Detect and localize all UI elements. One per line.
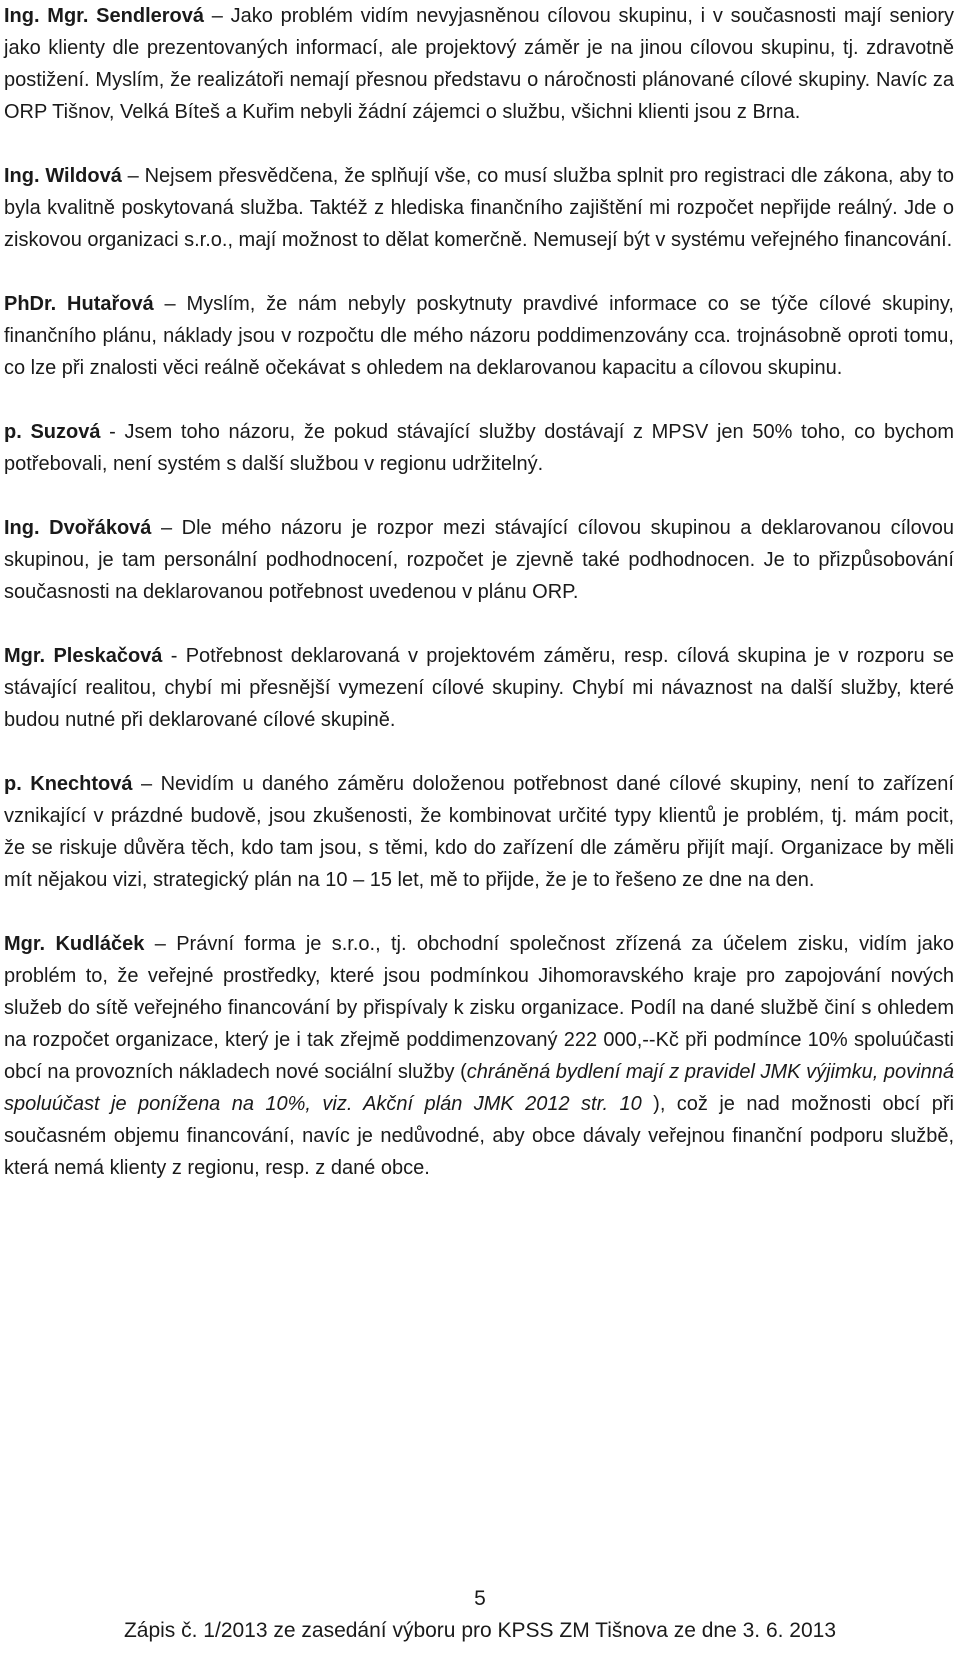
separator: – bbox=[144, 933, 177, 955]
statement-text: Dle mého názoru je rozpor mezi stávající cílovou skupinou a deklarovanou cílovou skupinou, je tam personální podhodnocení, rozpočet je zjevně také podhodnocen. Je to přizpůsobování současnosti na deklarovanou potřebnost uvedenou v plánu ORP. bbox=[4, 517, 954, 603]
speaker-title: Mgr. bbox=[4, 645, 46, 667]
statement-italic-citation: chráněná bydlení mají z pravidel JMK výjimku, povinná spoluúčast je ponížena na 10%, viz. Akční plán JMK 2012 str. 10 bbox=[4, 1061, 954, 1115]
statement-kudlacek bbox=[4, 928, 954, 1184]
separator: – bbox=[204, 5, 231, 27]
statement-pleskacova bbox=[4, 640, 954, 736]
separator: – bbox=[132, 773, 161, 795]
statement-suzova bbox=[4, 416, 954, 480]
speaker-name: Pleskačová bbox=[53, 645, 163, 667]
statement-text: Potřebnost deklarovaná v projektovém záměru, resp. cílová skupina je v rozporu se stávající realitou, chybí mi přesnější vymezení cílové skupiny. Chybí mi návaznost na další služby, které budou nutné při deklarované cílové skupině. bbox=[4, 645, 954, 731]
speaker-title: PhDr. bbox=[4, 293, 57, 315]
speaker-title: Ing. bbox=[4, 517, 40, 539]
statement-hutarova bbox=[4, 288, 954, 384]
statement-wildova bbox=[4, 160, 954, 256]
statement-text: Nevidím u daného záměru doloženou potřebnost dané cílové skupiny, není to zařízení vznikající v prázdné budově, jsou zkušenosti, že kombinovat určité typy klientů je problém, tj. mám pocit, že se riskuje důvěra těch, kdo tam jsou, s těmi, kdo do zařízení dle záměru přijít mají. Organizace by měli mít nějakou vizi, strategický plán na 10 – 15 let, mě to přijde, že je to řešeno ze dne na den. bbox=[4, 773, 954, 891]
statement-dvorakova bbox=[4, 512, 954, 608]
separator: - bbox=[162, 645, 186, 667]
speaker-name: Wildová bbox=[45, 165, 122, 187]
speaker-title: p. bbox=[4, 773, 22, 795]
speaker-name: Sendlerová bbox=[96, 5, 204, 27]
speaker-title: Ing. bbox=[4, 165, 40, 187]
minutes-body bbox=[4, 0, 954, 1216]
statement-text: Nejsem přesvědčena, že splňují vše, co musí služba splnit pro registraci dle zákona, aby to byla kvalitně poskytovaná služba. Taktéž z hlediska finančního zajištění mi rozpočet nepřijde reálný. Jde o ziskovou organizaci s.r.o., mají možnost to dělat komerčně. Nemusejí být v systému veřejného financování. bbox=[4, 165, 954, 251]
statement-text: Myslím, že nám nebyly poskytnuty pravdivé informace co se týče cílové skupiny, finančního plánu, náklady jsou v rozpočtu dle mého názoru poddimenzovány cca. trojnásobně oproti tomu, co lze při znalosti věci reálně očekávat s ohledem na deklarovanou kapacitu a cílovou skupinu. bbox=[4, 293, 954, 379]
page-footer: Zápis č. 1/2013 ze zasedání výboru pro KPSS ZM Tišnova ze dne 3. 6. 2013 bbox=[123, 1619, 837, 1642]
statement-text: Jsem toho názoru, že pokud stávající služby dostávají z MPSV jen 50% toho, co bychom potřebovali, není systém s další službou v regionu udržitelný. bbox=[4, 421, 954, 475]
separator: – bbox=[121, 165, 145, 187]
speaker-name: Hutařová bbox=[67, 293, 154, 315]
statement-sendlerova bbox=[4, 0, 954, 128]
speaker-name: Kudláček bbox=[55, 933, 145, 955]
statement-knechtova bbox=[4, 768, 954, 896]
speaker-title: Ing. Mgr. bbox=[4, 5, 89, 27]
speaker-name: Suzová bbox=[30, 421, 101, 443]
separator: – bbox=[153, 293, 187, 315]
speaker-name: Knechtová bbox=[30, 773, 133, 795]
statement-text: Jako problém vidím nevyjasněnou cílovou skupinu, i v současnosti mají seniory jako klienty dle prezentovaných informací, ale projektový záměr je na jinou cílovou skupinu, tj. zdravotně postižení. Myslím, že realizátoři nemají přesnou představu o náročnosti plánované cílové skupiny. Navíc za ORP Tišnov, Velká Bíteš a Kuřim nebyli žádní zájemci o službu, všichni klienti jsou z Brna. bbox=[4, 5, 954, 123]
separator: - bbox=[100, 421, 125, 443]
statement-text: Právní forma je s.r.o., tj. obchodní společnost zřízená za účelem zisku, vidím jako problém to, že veřejné prostředky, které jsou podmínkou Jihomoravského kraje pro zapojování nových služeb do sítě veřejného financování by přispívaly k zisku organizace. Podíl na dané službě činí s ohledem na rozpočet organizace, který je i tak zřejmě poddimenzovaný 222 000,--Kč při podmínce 10% spoluúčasti obcí na provozních nákladech nové sociální služby ( bbox=[4, 933, 954, 1083]
statement-text-continued: ), což je nad možnosti obcí při současném objemu financování, navíc je nedůvodné, aby obce dávaly veřejnou finanční podporu službě, která nemá klienty z regionu, resp. z dané obce. bbox=[4, 1093, 954, 1179]
speaker-title: p. bbox=[4, 421, 22, 443]
speaker-name: Dvořáková bbox=[49, 517, 152, 539]
separator: – bbox=[151, 517, 182, 539]
page-number: 5 bbox=[474, 1587, 486, 1610]
speaker-title: Mgr. bbox=[4, 933, 46, 955]
